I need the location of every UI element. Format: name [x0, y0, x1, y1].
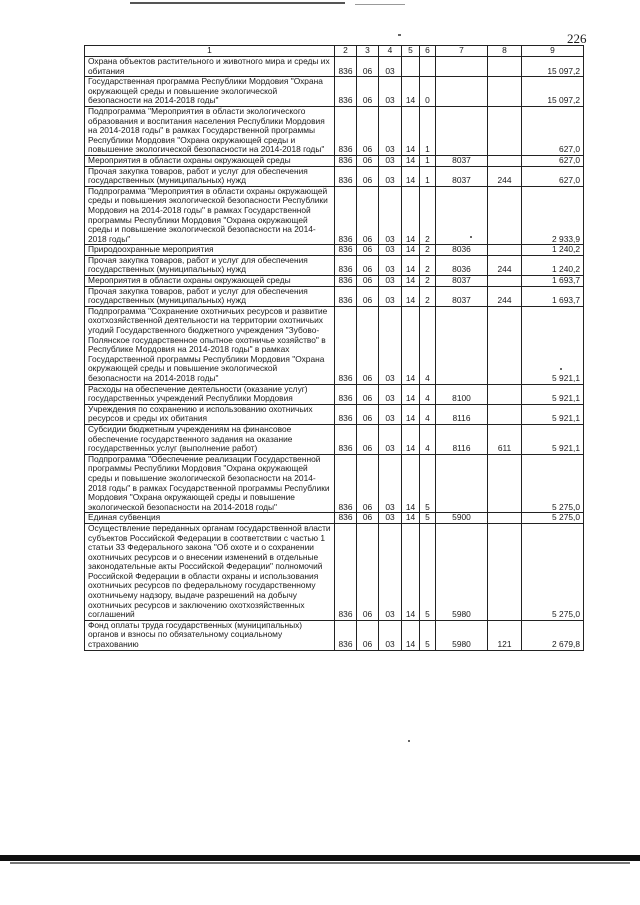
item-name-cell: Прочая закупка товаров, работ и услуг для обеспечения государственных (муниципальных) нужд: [85, 166, 335, 186]
item-name-cell: Фонд оплаты труда государственных (муниципальных) органов и взносы по обязательному социальному страхованию: [85, 620, 335, 650]
program-code-cell: 14: [402, 106, 420, 155]
target-article-code-cell: 8116: [436, 424, 488, 454]
amount-cell: 5 275,0: [522, 523, 584, 620]
column-header-9: 9: [522, 46, 584, 57]
section-code-cell: 06: [357, 166, 379, 186]
section-code-cell: 06: [357, 245, 379, 256]
program-code-cell: 14: [402, 245, 420, 256]
subsection-code-cell: 03: [379, 454, 402, 513]
table-row: [85, 404, 584, 424]
speck: [398, 34, 401, 36]
subprogram-code-cell: [420, 57, 436, 77]
subsection-code-cell: 03: [379, 384, 402, 404]
ministry-code-cell: 836: [335, 77, 357, 107]
program-code-cell: 14: [402, 384, 420, 404]
target-article-code-cell: 5980: [436, 620, 488, 650]
column-header-7: 7: [436, 46, 488, 57]
table-row: [85, 245, 584, 256]
program-code-cell: 14: [402, 155, 420, 166]
amount-cell: 627,0: [522, 166, 584, 186]
subprogram-code-cell: 5: [420, 620, 436, 650]
target-article-code-cell: 8037: [436, 276, 488, 287]
ministry-code-cell: 836: [335, 454, 357, 513]
ministry-code-cell: 836: [335, 245, 357, 256]
amount-cell: 15 097,2: [522, 57, 584, 77]
section-code-cell: 06: [357, 77, 379, 107]
table-row: [85, 57, 584, 77]
section-code-cell: 06: [357, 424, 379, 454]
program-code-cell: 14: [402, 276, 420, 287]
table-row: [85, 424, 584, 454]
program-code-cell: 14: [402, 513, 420, 524]
target-article-code-cell: 5980: [436, 523, 488, 620]
subsection-code-cell: 03: [379, 620, 402, 650]
amount-cell: 627,0: [522, 106, 584, 155]
target-article-code-cell: [436, 77, 488, 107]
expense-type-code-cell: [488, 306, 522, 384]
program-code-cell: 14: [402, 620, 420, 650]
target-article-code-cell: [436, 454, 488, 513]
header-row: [85, 46, 584, 57]
column-header-5: 5: [402, 46, 420, 57]
section-code-cell: 06: [357, 186, 379, 245]
table-row: [85, 106, 584, 155]
section-code-cell: 06: [357, 57, 379, 77]
subprogram-code-cell: 4: [420, 404, 436, 424]
item-name-cell: Подпрограмма "Мероприятия в области охраны окружающей среды и повышения экологической безопасности Республики Мордовия на 2014-2018 годы" в рамках Государственной программы Республики Мордовия "Охрана окружающей среды и повышение экологической безопасности на 2014-2018 годы": [85, 186, 335, 245]
subsection-code-cell: 03: [379, 57, 402, 77]
subprogram-code-cell: 0: [420, 77, 436, 107]
expense-type-code-cell: 244: [488, 255, 522, 275]
expense-type-code-cell: [488, 186, 522, 245]
amount-cell: 5 921,1: [522, 306, 584, 384]
target-article-code-cell: 8100: [436, 384, 488, 404]
subprogram-code-cell: 1: [420, 106, 436, 155]
column-header-2: 2: [335, 46, 357, 57]
expense-type-code-cell: 121: [488, 620, 522, 650]
subprogram-code-cell: 1: [420, 166, 436, 186]
ministry-code-cell: 836: [335, 404, 357, 424]
subsection-code-cell: 03: [379, 404, 402, 424]
program-code-cell: 14: [402, 454, 420, 513]
scan-bottom-shadow: [10, 862, 630, 864]
table-row: [85, 306, 584, 384]
speck: [470, 236, 472, 238]
target-article-code-cell: 8036: [436, 255, 488, 275]
section-code-cell: 06: [357, 106, 379, 155]
item-name-cell: Мероприятия в области охраны окружающей среды: [85, 276, 335, 287]
subsection-code-cell: 03: [379, 424, 402, 454]
expense-type-code-cell: [488, 404, 522, 424]
table-row: [85, 513, 584, 524]
target-article-code-cell: 8037: [436, 155, 488, 166]
section-code-cell: 06: [357, 513, 379, 524]
expense-type-code-cell: [488, 454, 522, 513]
column-header-4: 4: [379, 46, 402, 57]
table-row: [85, 186, 584, 245]
expense-type-code-cell: [488, 245, 522, 256]
subprogram-code-cell: 4: [420, 306, 436, 384]
ministry-code-cell: 836: [335, 166, 357, 186]
ministry-code-cell: 836: [335, 620, 357, 650]
section-code-cell: 06: [357, 306, 379, 384]
ministry-code-cell: 836: [335, 106, 357, 155]
ministry-code-cell: 836: [335, 384, 357, 404]
section-code-cell: 06: [357, 620, 379, 650]
item-name-cell: Государственная программа Республики Мордовия "Охрана окружающей среды и повышение экологической безопасности на 2014-2018 годы": [85, 77, 335, 107]
item-name-cell: Подпрограмма "Мероприятия в области экологического образования и воспитания населения Республики Мордовия на 2014-2018 годы" в рамках Государственной программы Республики Мордовия "Охрана окружающей среды и повышение экологической безопасности на 2014-2018 годы": [85, 106, 335, 155]
target-article-code-cell: 8036: [436, 245, 488, 256]
subsection-code-cell: 03: [379, 155, 402, 166]
section-code-cell: 06: [357, 523, 379, 620]
section-code-cell: 06: [357, 276, 379, 287]
item-name-cell: Субсидии бюджетным учреждениям на финансовое обеспечение государственного задания на оказание государственных услуг (выполнение работ): [85, 424, 335, 454]
column-header-3: 3: [357, 46, 379, 57]
expense-type-code-cell: [488, 106, 522, 155]
subprogram-code-cell: 4: [420, 424, 436, 454]
subsection-code-cell: 03: [379, 106, 402, 155]
ministry-code-cell: 836: [335, 286, 357, 306]
amount-cell: 627,0: [522, 155, 584, 166]
program-code-cell: [402, 57, 420, 77]
amount-cell: 2 933,9: [522, 186, 584, 245]
amount-cell: 5 921,1: [522, 384, 584, 404]
table-row: [85, 384, 584, 404]
item-name-cell: Расходы на обеспечение деятельности (оказание услуг) государственных учреждений Республики Мордовия: [85, 384, 335, 404]
item-name-cell: Прочая закупка товаров, работ и услуг для обеспечения государственных (муниципальных) нужд: [85, 286, 335, 306]
speck: [560, 368, 562, 370]
expense-type-code-cell: [488, 77, 522, 107]
scan-artifact-top: [130, 2, 345, 4]
subprogram-code-cell: 1: [420, 155, 436, 166]
ministry-code-cell: 836: [335, 186, 357, 245]
amount-cell: 1 240,2: [522, 245, 584, 256]
program-code-cell: 14: [402, 404, 420, 424]
subprogram-code-cell: 5: [420, 513, 436, 524]
amount-cell: 2 679,8: [522, 620, 584, 650]
subsection-code-cell: 03: [379, 166, 402, 186]
table-row: [85, 620, 584, 650]
subprogram-code-cell: 4: [420, 384, 436, 404]
program-code-cell: 14: [402, 166, 420, 186]
section-code-cell: 06: [357, 255, 379, 275]
item-name-cell: Природоохранные мероприятия: [85, 245, 335, 256]
ministry-code-cell: 836: [335, 57, 357, 77]
subprogram-code-cell: 2: [420, 186, 436, 245]
subprogram-code-cell: 5: [420, 454, 436, 513]
subsection-code-cell: 03: [379, 255, 402, 275]
program-code-cell: 14: [402, 286, 420, 306]
target-article-code-cell: 8037: [436, 286, 488, 306]
ministry-code-cell: 836: [335, 255, 357, 275]
section-code-cell: 06: [357, 454, 379, 513]
table-row: [85, 523, 584, 620]
subsection-code-cell: 03: [379, 245, 402, 256]
page-number: 226: [567, 31, 587, 46]
item-name-cell: Охрана объектов растительного и животного мира и среды их обитания: [85, 57, 335, 77]
table-row: [85, 286, 584, 306]
table-row: [85, 276, 584, 287]
expense-type-code-cell: [488, 276, 522, 287]
expense-type-code-cell: [488, 57, 522, 77]
column-header-6: 6: [420, 46, 436, 57]
ministry-code-cell: 836: [335, 523, 357, 620]
subsection-code-cell: 03: [379, 523, 402, 620]
target-article-code-cell: [436, 306, 488, 384]
item-name-cell: Единая субвенция: [85, 513, 335, 524]
program-code-cell: 14: [402, 186, 420, 245]
speck: [408, 740, 410, 742]
subsection-code-cell: 03: [379, 77, 402, 107]
ministry-code-cell: 836: [335, 306, 357, 384]
ministry-code-cell: 836: [335, 424, 357, 454]
column-header-1: 1: [85, 46, 335, 57]
column-header-8: 8: [488, 46, 522, 57]
amount-cell: 5 921,1: [522, 404, 584, 424]
expense-type-code-cell: [488, 384, 522, 404]
amount-cell: 5 275,0: [522, 454, 584, 513]
subprogram-code-cell: 2: [420, 286, 436, 306]
subsection-code-cell: 03: [379, 186, 402, 245]
expense-type-code-cell: 611: [488, 424, 522, 454]
table-row: [85, 166, 584, 186]
section-code-cell: 06: [357, 404, 379, 424]
section-code-cell: 06: [357, 384, 379, 404]
item-name-cell: Подпрограмма "Обеспечение реализации Государственной программы Республики Мордовия "Охрана окружающей среды и повышение экологической безопасности на 2014-2018 годы" в рамках Государственной программы Республики Мордовия "Охрана окружающей среды и повышение экологической безопасности на 2014-2018 годы": [85, 454, 335, 513]
target-article-code-cell: [436, 186, 488, 245]
item-name-cell: Учреждения по сохранению и использованию охотничьих ресурсов и среды их обитания: [85, 404, 335, 424]
scan-artifact-top-2: [355, 4, 405, 5]
target-article-code-cell: 8037: [436, 166, 488, 186]
amount-cell: 1 693,7: [522, 276, 584, 287]
ministry-code-cell: 836: [335, 276, 357, 287]
subprogram-code-cell: 2: [420, 276, 436, 287]
target-article-code-cell: [436, 106, 488, 155]
subsection-code-cell: 03: [379, 276, 402, 287]
budget-table: [84, 45, 584, 651]
table-body: [85, 57, 584, 651]
scan-bottom-bar: [0, 855, 640, 861]
amount-cell: 15 097,2: [522, 77, 584, 107]
expense-type-code-cell: [488, 513, 522, 524]
program-code-cell: 14: [402, 77, 420, 107]
ministry-code-cell: 836: [335, 155, 357, 166]
expense-type-code-cell: [488, 155, 522, 166]
item-name-cell: Подпрограмма "Сохранение охотничьих ресурсов и развитие охотхозяйственной деятельности на территории охотничьих угодий Государственного бюджетного учреждения "Зубово-Полянское государственное опытное охотничье хозяйство" в Республике Мордовия на 2014-2018 годы" в рамках Государственной программы Республики Мордовия "Охрана окружающей среды и повышение экологической безопасности на 2014-2018 годы": [85, 306, 335, 384]
program-code-cell: 14: [402, 255, 420, 275]
amount-cell: 1 240,2: [522, 255, 584, 275]
item-name-cell: Осуществление переданных органам государственной власти субъектов Российской Федерации в соответствии с частью 1 статьи 33 Федерального закона "Об охоте и о сохранении охотничьих ресурсов и о внесении изменений в отдельные законодательные акты Российской Федерации" полномочий Российской Федерации в области охраны и использования охотничьих ресурсов по федеральному государственному охотничьему надзору, выдаче разрешений на добычу охотничьих ресурсов и заключению охотхозяйственных соглашений: [85, 523, 335, 620]
program-code-cell: 14: [402, 424, 420, 454]
target-article-code-cell: 8116: [436, 404, 488, 424]
item-name-cell: Прочая закупка товаров, работ и услуг для обеспечения государственных (муниципальных) нужд: [85, 255, 335, 275]
section-code-cell: 06: [357, 286, 379, 306]
amount-cell: 5 921,1: [522, 424, 584, 454]
table-row: [85, 77, 584, 107]
table-row: [85, 454, 584, 513]
program-code-cell: 14: [402, 523, 420, 620]
ministry-code-cell: 836: [335, 513, 357, 524]
item-name-cell: Мероприятия в области охраны окружающей среды: [85, 155, 335, 166]
subsection-code-cell: 03: [379, 306, 402, 384]
target-article-code-cell: 5900: [436, 513, 488, 524]
table-row: [85, 255, 584, 275]
subprogram-code-cell: 2: [420, 245, 436, 256]
target-article-code-cell: [436, 57, 488, 77]
subsection-code-cell: 03: [379, 286, 402, 306]
table-row: [85, 155, 584, 166]
subsection-code-cell: 03: [379, 513, 402, 524]
section-code-cell: 06: [357, 155, 379, 166]
expense-type-code-cell: 244: [488, 166, 522, 186]
amount-cell: 1 693,7: [522, 286, 584, 306]
subprogram-code-cell: 2: [420, 255, 436, 275]
program-code-cell: 14: [402, 306, 420, 384]
expense-type-code-cell: [488, 523, 522, 620]
amount-cell: 5 275,0: [522, 513, 584, 524]
expense-type-code-cell: 244: [488, 286, 522, 306]
subprogram-code-cell: 5: [420, 523, 436, 620]
